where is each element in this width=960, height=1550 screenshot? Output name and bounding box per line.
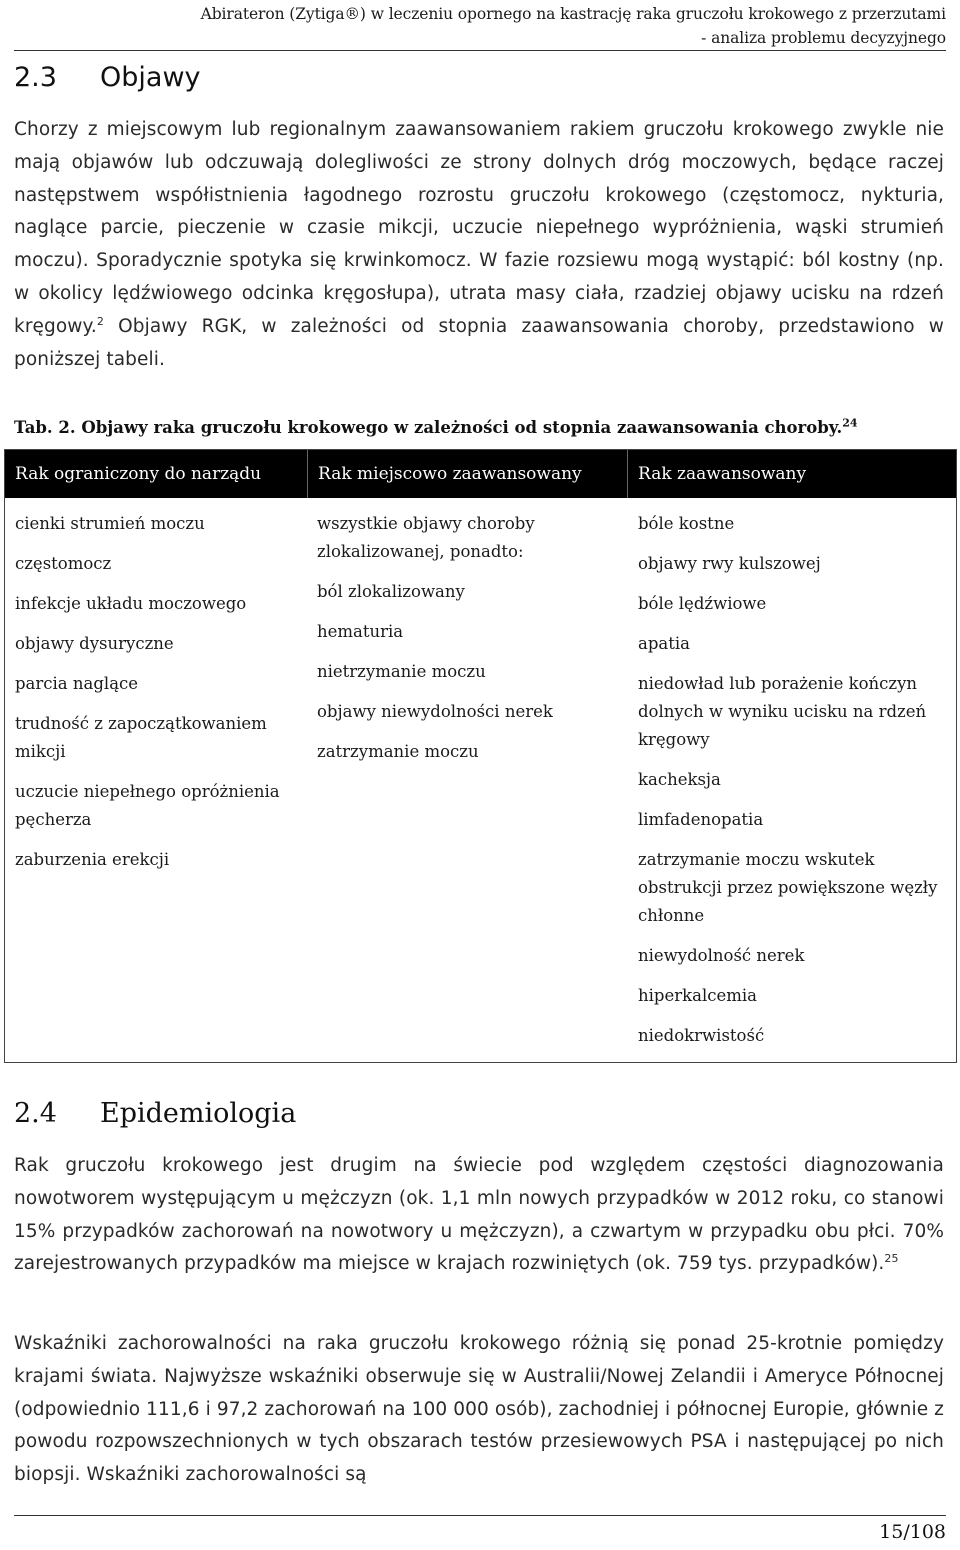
list-item: hematuria (317, 622, 404, 641)
section-title: Epidemiologia (100, 1098, 297, 1129)
running-header-line2: - analiza problemu decyzyjnego (701, 29, 946, 47)
epidemiology-paragraph-1 (14, 1150, 944, 1281)
table-header-cell: Rak miejscowo zaawansowany (307, 450, 627, 498)
table-caption-text: Tab. 2. Objawy raka gruczołu krokowego w zależności od stopnia zaawansowania choroby. (14, 418, 843, 437)
page-number: 15/108 (879, 1521, 946, 1543)
objawy-paragraph-text: Chorzy z miejscowym lub regionalnym zaawansowaniem rakiem gruczołu krokowego zwykle nie mają objawów lub odczuwają dolegliwości ze strony dolnych dróg moczowych, będące raczej następstwem współistnienia łagodnego rozrostu gruczołu krokowego (częstomocz, nykturia, naglące parcie, pieczenie w czasie mikcji, uczucie niepełnego wypróżnienia, wąski strumień moczu). Sporadycznie spotyka się krwinkomocz. W fazie rozsiewu mogą wystąpić: ból kostny (np. w okolicy lędźwiowego odcinka kręgosłupa), utrata masy ciała, rzadziej objawy ucisku na rdzeń kręgowy. (14, 119, 944, 337)
epidemiology-paragraph-2 (14, 1328, 944, 1492)
table-header-row (5, 450, 956, 498)
table-column-localized (15, 510, 305, 886)
footnote-ref: 25 (884, 1252, 899, 1266)
objawy-paragraph-end: Objawy RGK, w zależności od stopnia zaawansowania choroby, przedstawiono w poniższej tabeli. (14, 315, 944, 370)
epidemiology-paragraph-1-text: Rak gruczołu krokowego jest drugim na świecie pod względem częstości diagnozowania nowotworem występującym u mężczyzn (ok. 1,1 mln nowych przypadków w 2012 roku, co stanowi 15% przypadków zachorowań na nowotwory u mężczyzn), a czwartym w przypadku obu płci. 70% zarejestrowanych przypadków ma miejsce w krajach rozwiniętych (ok. 759 tys. przypadków). (14, 1155, 944, 1275)
list-item: ból zlokalizowany (317, 582, 465, 601)
table-header-cell: Rak ograniczony do narządu (15, 464, 262, 484)
list-item: objawy rwy kulszowej (638, 554, 821, 573)
objawy-paragraph (14, 114, 944, 376)
list-item: niedokrwistość (638, 1026, 765, 1045)
page-header (0, 0, 960, 52)
table-gap (5, 498, 956, 504)
list-item: kacheksja (638, 770, 721, 789)
list-item: hiperkalcemia (638, 986, 757, 1005)
footer-divider (14, 1515, 946, 1516)
list-item: objawy niewydolności nerek (317, 702, 553, 721)
section-number: 2.4 (14, 1098, 57, 1129)
list-item: bóle lędźwiowe (638, 594, 767, 613)
list-item: częstomocz (15, 554, 112, 573)
list-item: nietrzymanie moczu (317, 662, 486, 681)
header-divider (14, 50, 946, 51)
list-item: zaburzenia erekcji (15, 850, 170, 869)
list-item: objawy dysuryczne (15, 634, 174, 653)
section-heading-epidemiologia (14, 1098, 296, 1129)
epidemiology-paragraph-2-text: Wskaźniki zachorowalności na raka gruczołu krokowego różnią się ponad 25-krotnie pomiędzy krajami świata. Najwyższe wskaźniki obserwuje się w Australii/Nowej Zelandii i Ameryce Północnej (odpowiednio 111,6 i 97,2 zachorowań na 100 000 osób), zachodniej i północnej Europie, głównie z powodu rozpowszechnionych w tych obszarach testów przesiewowych PSA i następującej po nich biopsji. Wskaźniki zachorowalności są (14, 1333, 944, 1486)
table-column-advanced (638, 510, 950, 1062)
table-header-cell: Rak zaawansowany (627, 450, 957, 498)
running-header (201, 2, 946, 50)
footnote-ref: 2 (96, 314, 104, 328)
table-column-locally-advanced (317, 510, 617, 778)
section-number: 2.3 (14, 62, 57, 93)
table-caption-ref: 24 (842, 416, 858, 430)
list-item: niedowład lub porażenie kończyn dolnych w wyniku ucisku na rdzeń kręgowy (638, 674, 927, 749)
list-item: trudność z zapoczątkowaniem mikcji (15, 714, 267, 761)
section-title: Objawy (100, 62, 201, 93)
list-item: zatrzymanie moczu wskutek obstrukcji przez powiększone węzły chłonne (638, 850, 938, 925)
symptoms-table (4, 449, 957, 1063)
list-item: parcia naglące (15, 674, 139, 693)
running-header-line1: Abirateron (Zytiga®) w leczeniu opornego na kastrację raka gruczołu krokowego z przerzutami (200, 5, 946, 23)
list-item: uczucie niepełnego opróżnienia pęcherza (15, 782, 280, 829)
list-item: apatia (638, 634, 690, 653)
list-item: infekcje układu moczowego (15, 594, 247, 613)
list-item: wszystkie objawy choroby zlokalizowanej, ponadto: (317, 514, 535, 561)
table-caption (14, 418, 858, 437)
list-item: bóle kostne (638, 514, 735, 533)
section-heading-objawy (14, 62, 201, 93)
list-item: cienki strumień moczu (15, 514, 205, 533)
list-item: limfadenopatia (638, 810, 764, 829)
list-item: niewydolność nerek (638, 946, 805, 965)
list-item: zatrzymanie moczu (317, 742, 479, 761)
